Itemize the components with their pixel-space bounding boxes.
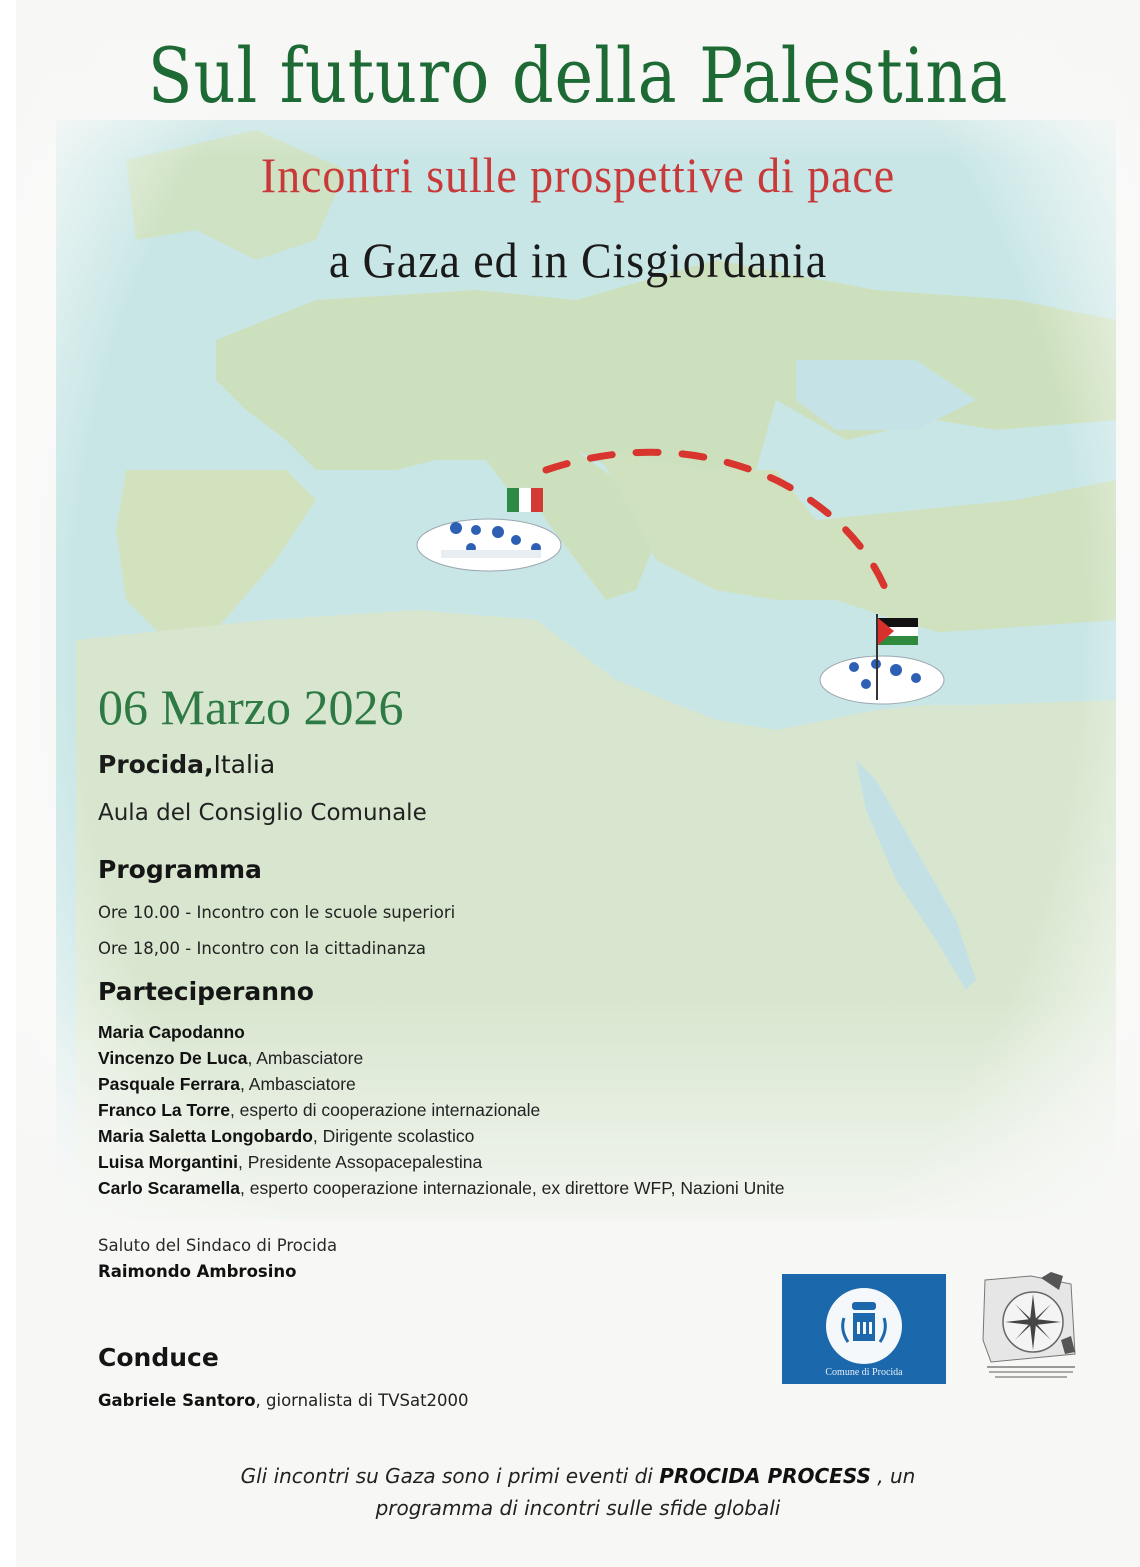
event-venue: Aula del Consiglio Comunale <box>98 800 427 826</box>
participant-row <box>98 1074 784 1100</box>
participant-role: , esperto cooperazione internazionale, ex direttore WFP, Nazioni Unite <box>240 1178 785 1198</box>
participant-name: Franco La Torre <box>98 1100 230 1120</box>
moderator-name: Gabriele Santoro <box>98 1391 256 1410</box>
participant-name: Luisa Morgantini <box>98 1152 238 1172</box>
programma-item: Ore 18,00 - Incontro con la cittadinanza <box>98 939 427 958</box>
footer-line-1: Gli incontri su Gaza sono i primi eventi di PROCIDA PROCESS , un <box>240 1464 916 1488</box>
programma-item: Ore 10.00 - Incontro con le scuole superiori <box>98 903 456 922</box>
moderator <box>98 1391 469 1410</box>
participant-name: Pasquale Ferrara <box>98 1074 241 1094</box>
participant-name: Maria Saletta Longobardo <box>98 1126 313 1146</box>
event-country: Italia <box>213 750 276 779</box>
participant-name: Carlo Scaramella <box>98 1178 241 1198</box>
participant-name: Vincenzo De Luca <box>98 1048 248 1068</box>
mayor-greeting <box>98 1233 337 1285</box>
mayor-name: Raimondo Ambrosino <box>98 1262 297 1281</box>
participant-row <box>98 1152 784 1178</box>
mayor-greeting-label: Saluto del Sindaco di Procida <box>98 1236 338 1255</box>
participant-row <box>98 1022 784 1048</box>
participant-row <box>98 1100 784 1126</box>
event-city: Procida, <box>98 750 214 779</box>
participant-role: , esperto di cooperazione internazionale <box>229 1100 541 1120</box>
conduce-heading: Conduce <box>98 1343 219 1372</box>
poster-subtitle-location: a Gaza ed in Cisgiordania <box>328 232 828 288</box>
comune-label: Comune di Procida <box>825 1367 903 1378</box>
moderator-role: , giornalista di TVSat2000 <box>255 1391 469 1410</box>
participant-row <box>98 1126 784 1152</box>
participant-role: , Dirigente scolastico <box>312 1126 475 1146</box>
procida-village-illustration <box>417 519 561 571</box>
poster-title: Sul futuro della Palestina <box>147 31 1009 120</box>
partecipanti-heading: Parteciperanno <box>98 977 314 1006</box>
footer-note <box>16 1460 1140 1524</box>
school-compass-logo <box>971 1270 1091 1384</box>
participants-list <box>98 1022 784 1204</box>
poster-subtitle: Incontri sulle prospettive di pace <box>260 147 896 203</box>
participant-role: , Ambasciatore <box>247 1048 364 1068</box>
event-poster <box>16 0 1140 1567</box>
participant-role: , Presidente Assopacepalestina <box>238 1152 483 1172</box>
procida-process-highlight: PROCIDA PROCESS <box>659 1464 871 1488</box>
participant-role: , Ambasciatore <box>240 1074 356 1094</box>
participant-row <box>98 1178 784 1204</box>
event-place <box>98 750 275 779</box>
italy-flag-icon <box>507 488 543 512</box>
event-date: 06 Marzo 2026 <box>98 679 404 735</box>
gaza-village-illustration <box>820 656 944 704</box>
participant-row <box>98 1048 784 1074</box>
programma-heading: Programma <box>98 855 262 884</box>
coat-of-arms-icon <box>826 1288 902 1364</box>
participant-name: Maria Capodanno <box>98 1022 245 1042</box>
footer-line-2: programma di incontri sulle sfide globali <box>375 1496 781 1520</box>
comune-di-procida-logo <box>782 1274 946 1384</box>
